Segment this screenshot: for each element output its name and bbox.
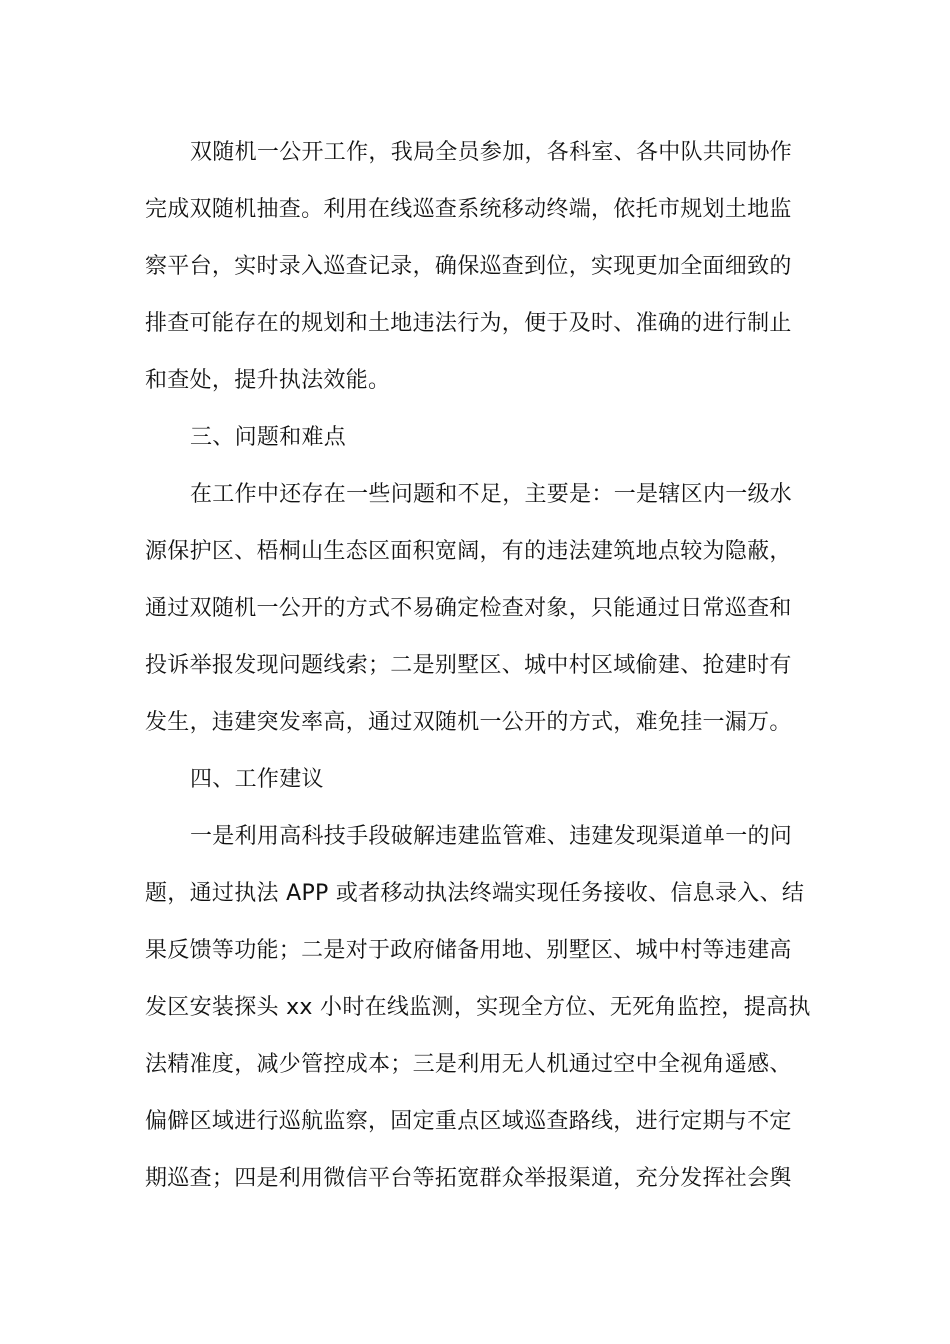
paragraph-line: 通过双随机一公开的方式不易确定检查对象，只能通过日常巡查和 bbox=[145, 596, 792, 621]
paragraph-line: 在工作中还存在一些问题和不足，主要是：一是辖区内一级水 bbox=[190, 482, 793, 507]
paragraph-line: 发区安装探头 xx 小时在线监测，实现全方位、无死角监控，提高执 bbox=[145, 995, 811, 1020]
paragraph-line: 源保护区、梧桐山生态区面积宽阔，有的违法建筑地点较为隐蔽， bbox=[145, 539, 792, 564]
paragraph-line: 偏僻区域进行巡航监察，固定重点区域巡查路线，进行定期与不定 bbox=[145, 1109, 792, 1134]
paragraph-line: 双随机一公开工作，我局全员参加，各科室、各中队共同协作 bbox=[190, 140, 793, 165]
paragraph-line: 法精准度，减少管控成本；三是利用无人机通过空中全视角遥感、 bbox=[145, 1052, 792, 1077]
paragraph-line: 期巡查；四是利用微信平台等拓宽群众举报渠道，充分发挥社会舆 bbox=[145, 1166, 792, 1191]
section-heading: 三、问题和难点 bbox=[190, 425, 347, 450]
paragraph-line: 投诉举报发现问题线索；二是别墅区、城中村区域偷建、抢建时有 bbox=[145, 653, 792, 678]
paragraph-line: 察平台，实时录入巡查记录，确保巡查到位，实现更加全面细致的 bbox=[145, 254, 792, 279]
paragraph-line: 排查可能存在的规划和土地违法行为，便于及时、准确的进行制止 bbox=[145, 311, 792, 336]
paragraph-line: 题，通过执法 APP 或者移动执法终端实现任务接收、信息录入、结 bbox=[145, 881, 805, 906]
paragraph-line: 果反馈等功能；二是对于政府储备用地、别墅区、城中村等违建高 bbox=[145, 938, 792, 963]
paragraph-line: 和查处，提升执法效能。 bbox=[145, 368, 391, 393]
paragraph-line: 一是利用高科技手段破解违建监管难、违建发现渠道单一的问 bbox=[190, 824, 793, 849]
section-heading: 四、工作建议 bbox=[190, 767, 324, 792]
paragraph-line: 完成双随机抽查。利用在线巡查系统移动终端，依托市规划土地监 bbox=[145, 197, 792, 222]
paragraph-line: 发生，违建突发率高，通过双随机一公开的方式，难免挂一漏万。 bbox=[145, 710, 792, 735]
